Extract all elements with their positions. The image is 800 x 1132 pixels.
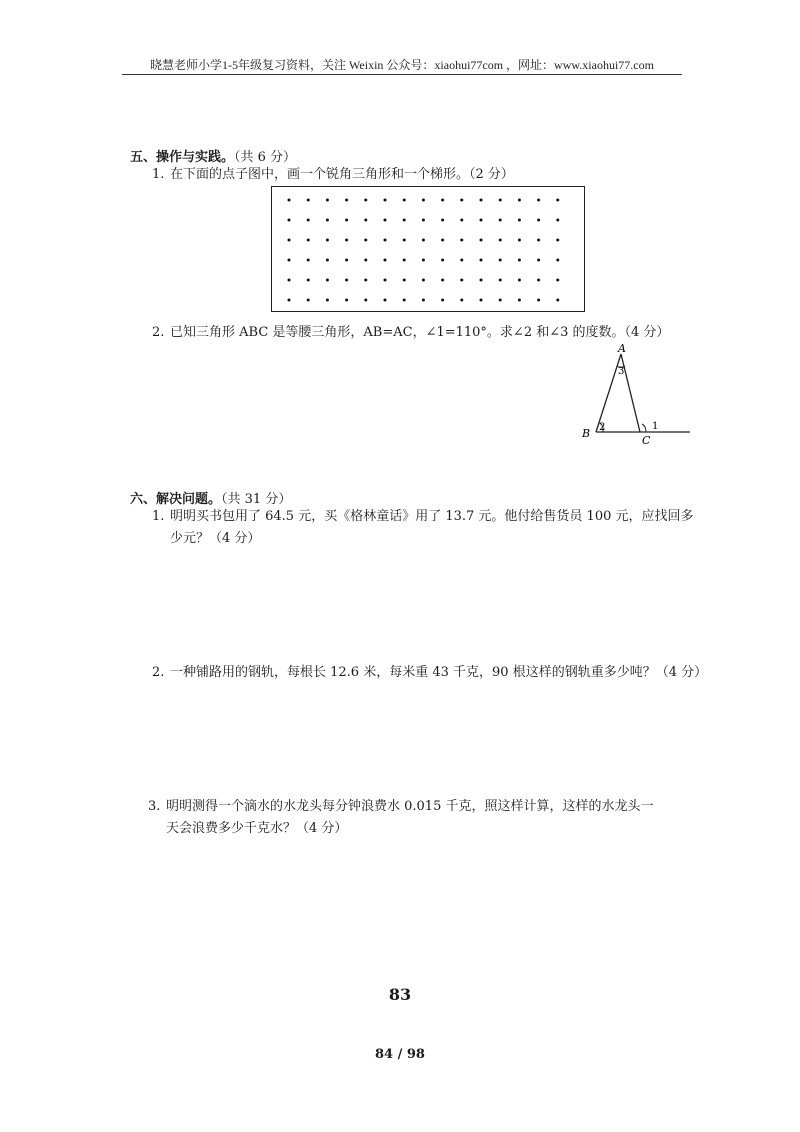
grid-dot[interactable] xyxy=(460,239,463,242)
question-number: 2. xyxy=(152,665,165,680)
grid-dot[interactable] xyxy=(537,299,540,302)
grid-dot[interactable] xyxy=(364,199,367,202)
grid-dot[interactable] xyxy=(345,259,348,262)
grid-dot[interactable] xyxy=(537,279,540,282)
grid-dot[interactable] xyxy=(326,219,329,222)
grid-dot[interactable] xyxy=(460,219,463,222)
grid-dot[interactable] xyxy=(480,199,483,202)
grid-dot[interactable] xyxy=(499,239,502,242)
grid-dot[interactable] xyxy=(364,239,367,242)
grid-dot[interactable] xyxy=(345,279,348,282)
grid-dot[interactable] xyxy=(499,279,502,282)
grid-dot[interactable] xyxy=(460,199,463,202)
grid-dot[interactable] xyxy=(518,219,521,222)
page-count: 84 / 98 xyxy=(375,1047,425,1062)
question-text-line1: 明明买书包用了 64.5 元，买《格林童话》用了 13.7 元。他付给售货员 100 元，应找回多 xyxy=(170,509,694,524)
grid-dot[interactable] xyxy=(288,259,291,262)
grid-dot[interactable] xyxy=(556,259,559,262)
grid-dot[interactable] xyxy=(403,259,406,262)
grid-dot[interactable] xyxy=(307,279,310,282)
grid-dot[interactable] xyxy=(345,299,348,302)
section-6-title xyxy=(130,488,291,507)
grid-dot[interactable] xyxy=(326,299,329,302)
grid-dot[interactable] xyxy=(441,299,444,302)
label-a: A xyxy=(618,342,626,355)
grid-dot[interactable] xyxy=(480,219,483,222)
question-number: 1. xyxy=(152,509,165,524)
grid-dot[interactable] xyxy=(556,279,559,282)
grid-dot[interactable] xyxy=(499,219,502,222)
label-angle-3: 3 xyxy=(618,366,625,377)
grid-dot[interactable] xyxy=(403,199,406,202)
section-5-heading: 五、操作与实践。 xyxy=(130,150,235,165)
grid-dot[interactable] xyxy=(537,199,540,202)
grid-dot[interactable] xyxy=(460,299,463,302)
section-5-title xyxy=(130,146,296,165)
grid-dot[interactable] xyxy=(288,239,291,242)
grid-dot[interactable] xyxy=(307,199,310,202)
section-6-heading: 六、解决问题。 xyxy=(130,492,222,507)
label-b: B xyxy=(582,427,591,440)
grid-dot[interactable] xyxy=(384,279,387,282)
grid-dot[interactable] xyxy=(288,199,291,202)
grid-dot[interactable] xyxy=(384,199,387,202)
grid-dot[interactable] xyxy=(556,239,559,242)
label-c: C xyxy=(642,434,651,447)
grid-dot[interactable] xyxy=(518,239,521,242)
question-6-3 xyxy=(148,796,653,840)
question-text: 已知三角形 ABC 是等腰三角形，AB=AC，∠1=110°。求∠2 和∠3 的度数。（4 分） xyxy=(170,325,670,340)
page-number: 83 xyxy=(388,985,412,1004)
grid-dot[interactable] xyxy=(384,259,387,262)
grid-dot[interactable] xyxy=(422,199,425,202)
grid-dot[interactable] xyxy=(345,239,348,242)
grid-dot[interactable] xyxy=(441,259,444,262)
grid-dot[interactable] xyxy=(480,239,483,242)
question-6-2 xyxy=(152,662,707,684)
section-5-points: （共 6 分） xyxy=(234,150,297,165)
grid-dot[interactable] xyxy=(460,259,463,262)
grid-dot[interactable] xyxy=(326,279,329,282)
page-header: 晓慧老师小学1-5年级复习资料，关注 Weixin 公众号：xiaohui77com ，网址：www.xiaohui77.com xyxy=(150,58,654,72)
grid-dot[interactable] xyxy=(326,199,329,202)
grid-dot[interactable] xyxy=(422,219,425,222)
grid-dot[interactable] xyxy=(403,279,406,282)
grid-dot[interactable] xyxy=(364,299,367,302)
grid-dot[interactable] xyxy=(499,259,502,262)
grid-dot[interactable] xyxy=(307,299,310,302)
dot-grid[interactable] xyxy=(271,186,585,312)
grid-dot[interactable] xyxy=(441,239,444,242)
grid-dot[interactable] xyxy=(364,219,367,222)
grid-dot[interactable] xyxy=(326,259,329,262)
grid-dot[interactable] xyxy=(460,279,463,282)
grid-dot[interactable] xyxy=(480,299,483,302)
grid-dot[interactable] xyxy=(537,219,540,222)
angle-1-arc xyxy=(642,424,646,432)
question-number: 1. xyxy=(152,167,165,182)
grid-dot[interactable] xyxy=(441,219,444,222)
grid-dot[interactable] xyxy=(480,259,483,262)
grid-dot[interactable] xyxy=(422,299,425,302)
grid-dot[interactable] xyxy=(441,279,444,282)
label-angle-2: 2 xyxy=(599,422,606,433)
grid-dot[interactable] xyxy=(441,199,444,202)
grid-dot[interactable] xyxy=(384,299,387,302)
grid-dot[interactable] xyxy=(422,279,425,282)
grid-dot[interactable] xyxy=(556,219,559,222)
grid-dot[interactable] xyxy=(499,199,502,202)
grid-dot[interactable] xyxy=(518,199,521,202)
grid-dot[interactable] xyxy=(422,239,425,242)
grid-dot[interactable] xyxy=(499,299,502,302)
grid-dot[interactable] xyxy=(556,299,559,302)
question-text-line2: 天会浪费多少千克水？（4 分） xyxy=(166,821,348,836)
grid-dot[interactable] xyxy=(288,279,291,282)
grid-dot[interactable] xyxy=(556,199,559,202)
grid-dot[interactable] xyxy=(326,239,329,242)
grid-dot[interactable] xyxy=(480,279,483,282)
label-angle-1: 1 xyxy=(652,421,659,432)
question-text: 一种铺路用的钢轨，每根长 12.6 米，每米重 43 千克，90 根这样的钢轨重多少吨？（4 分） xyxy=(170,665,708,680)
question-text: 在下面的点子图中，画一个锐角三角形和一个梯形。（2 分） xyxy=(170,167,514,182)
grid-dot[interactable] xyxy=(364,279,367,282)
dot-grid-canvas xyxy=(272,187,586,313)
grid-dot[interactable] xyxy=(518,259,521,262)
grid-dot[interactable] xyxy=(403,299,406,302)
grid-dot[interactable] xyxy=(518,299,521,302)
grid-dot[interactable] xyxy=(345,219,348,222)
question-text-line1: 明明测得一个滴水的水龙头每分钟浪费水 0.015 千克，照这样计算，这样的水龙头一 xyxy=(166,799,654,814)
grid-dot[interactable] xyxy=(288,219,291,222)
grid-dot[interactable] xyxy=(307,239,310,242)
question-5-1 xyxy=(152,164,514,186)
grid-dot[interactable] xyxy=(537,259,540,262)
grid-dot[interactable] xyxy=(307,259,310,262)
triangle-abc-figure xyxy=(570,340,695,450)
grid-dot[interactable] xyxy=(384,239,387,242)
question-text-line2: 少元？（4 分） xyxy=(170,531,261,546)
grid-dot[interactable] xyxy=(403,239,406,242)
question-number: 2. xyxy=(152,325,165,340)
grid-dot[interactable] xyxy=(403,219,406,222)
question-number: 3. xyxy=(148,799,161,814)
grid-dot[interactable] xyxy=(537,239,540,242)
question-6-1 xyxy=(152,506,694,550)
section-6-points: （共 31 分） xyxy=(221,492,292,507)
grid-dot[interactable] xyxy=(288,299,291,302)
grid-dot[interactable] xyxy=(364,259,367,262)
grid-dot[interactable] xyxy=(384,219,387,222)
grid-dot[interactable] xyxy=(307,219,310,222)
grid-dot[interactable] xyxy=(422,259,425,262)
grid-dot[interactable] xyxy=(518,279,521,282)
grid-dot[interactable] xyxy=(345,199,348,202)
header-divider xyxy=(122,74,682,75)
